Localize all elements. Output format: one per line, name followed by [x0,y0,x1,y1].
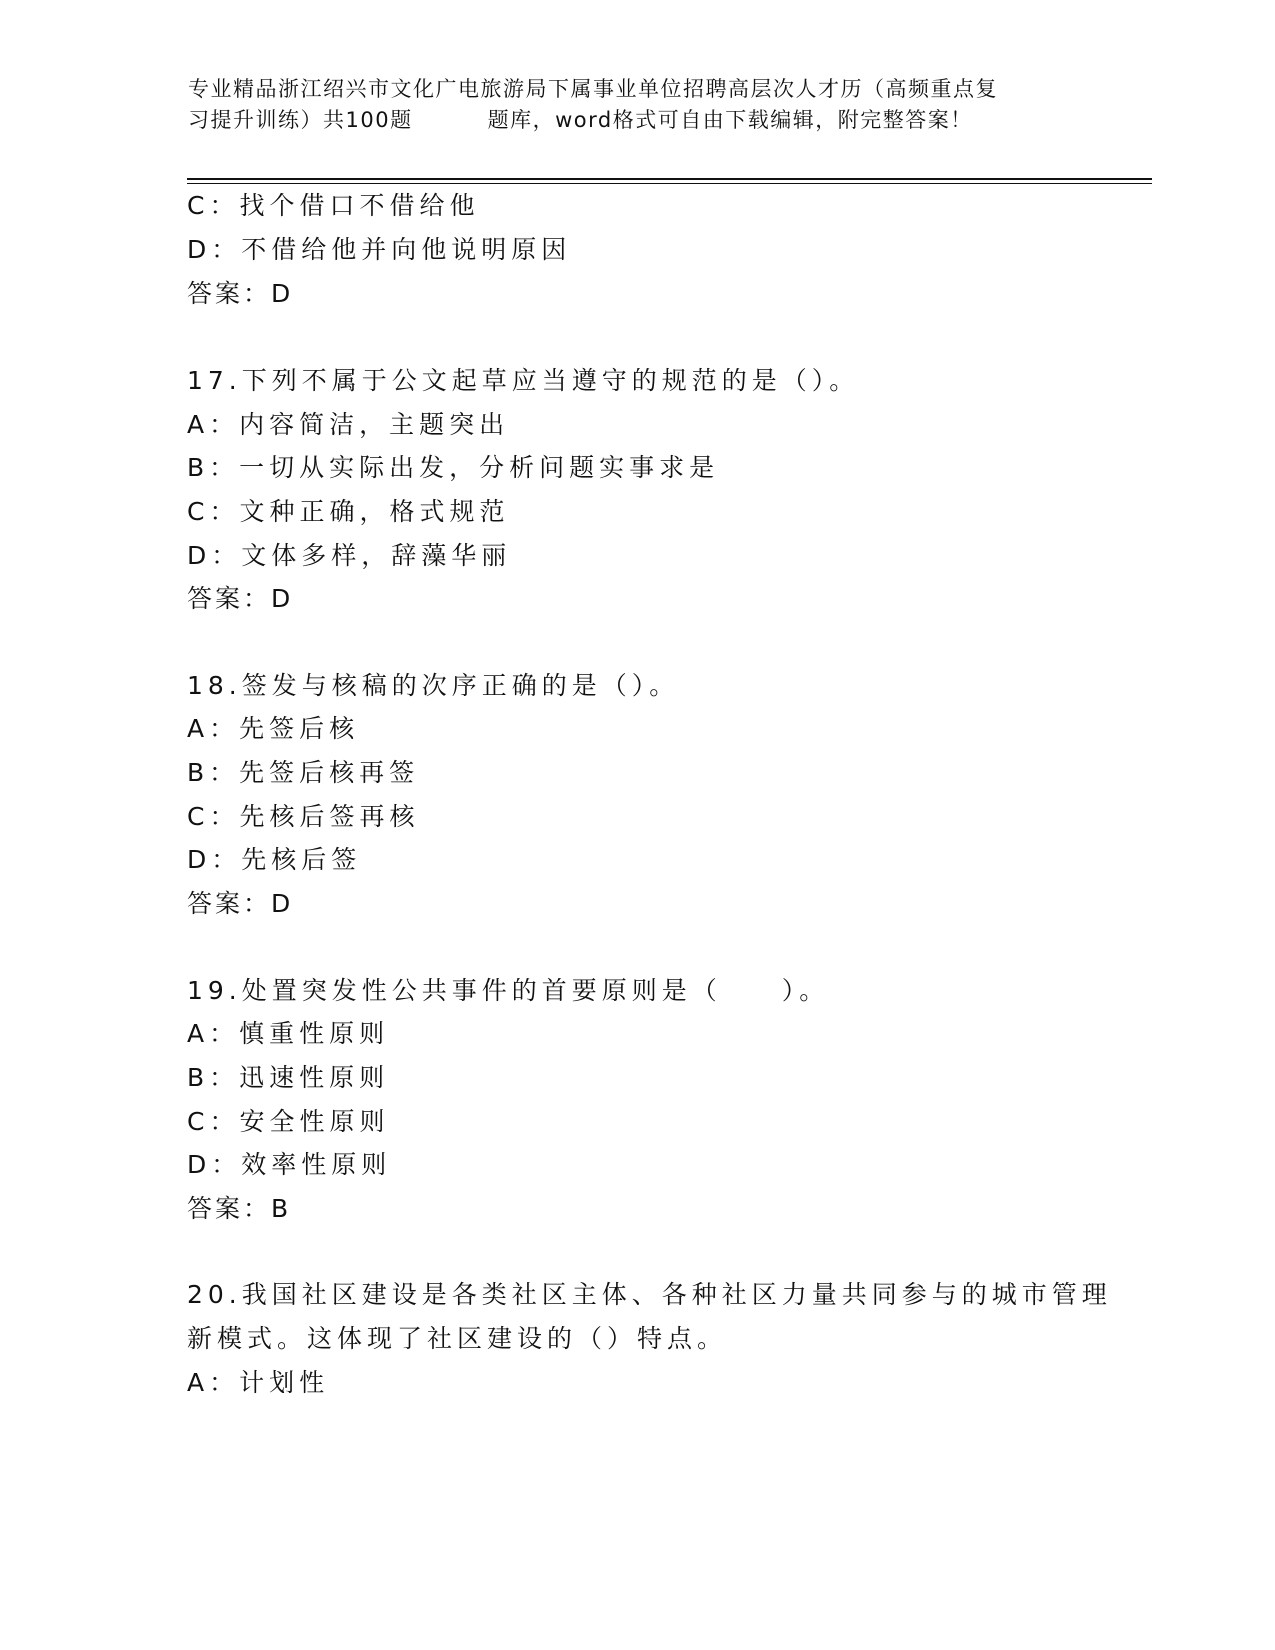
q19-option-a: A：慎重性原则 [187,1019,390,1048]
q18-option-b: B：先签后核再签 [187,758,420,787]
q17-option-a: A：内容简洁，主题突出 [187,410,510,439]
q18-option-a: A：先签后核 [187,714,360,743]
q19-option-b: B：迅速性原则 [187,1063,390,1092]
header-line-2-part-2: 题库，word格式可自由下载编辑，附完整答案！ [487,108,973,132]
q18-answer: 答案：D [187,889,294,918]
header-line-2-part-1: 习提升训练）共100题 [188,108,413,132]
q19-stem: 19.处置突发性公共事件的首要原则是（ ）。 [187,976,830,1005]
q17-stem: 17.下列不属于公文起草应当遵守的规范的是（）。 [187,366,860,395]
q19-option-d: D：效率性原则 [187,1150,392,1179]
q17-option-d: D：文体多样，辞藻华丽 [187,541,512,570]
q18-stem: 18.签发与核稿的次序正确的是（）。 [187,671,680,700]
header-line-1: 专业精品浙江绍兴市文化广电旅游局下属事业单位招聘高层次人才历（高频重点复 [188,77,998,101]
q20-stem-line-2: 新模式。这体现了社区建设的（）特点。 [187,1324,728,1353]
q18-option-c: C：先核后签再核 [187,802,420,831]
header-divider-thin [187,183,1152,184]
header-divider-thick [187,178,1152,180]
q17-option-c: C：文种正确，格式规范 [187,497,510,526]
q19-option-c: C：安全性原则 [187,1107,390,1136]
header-line-2 [188,105,1088,136]
q16-option-d: D：不借给他并向他说明原因 [187,235,572,264]
q19-answer: 答案：B [187,1194,292,1223]
q16-answer: 答案：D [187,279,294,308]
q20-option-a: A：计划性 [187,1368,330,1397]
q18-option-d: D：先核后签 [187,845,362,874]
q20-stem-line-1: 20.我国社区建设是各类社区主体、各种社区力量共同参与的城市管理 [187,1280,1112,1309]
document-header [188,74,1088,136]
q17-answer: 答案：D [187,584,294,613]
q17-option-b: B：一切从实际出发，分析问题实事求是 [187,453,720,482]
q16-option-c: C：找个借口不借给他 [187,191,480,220]
